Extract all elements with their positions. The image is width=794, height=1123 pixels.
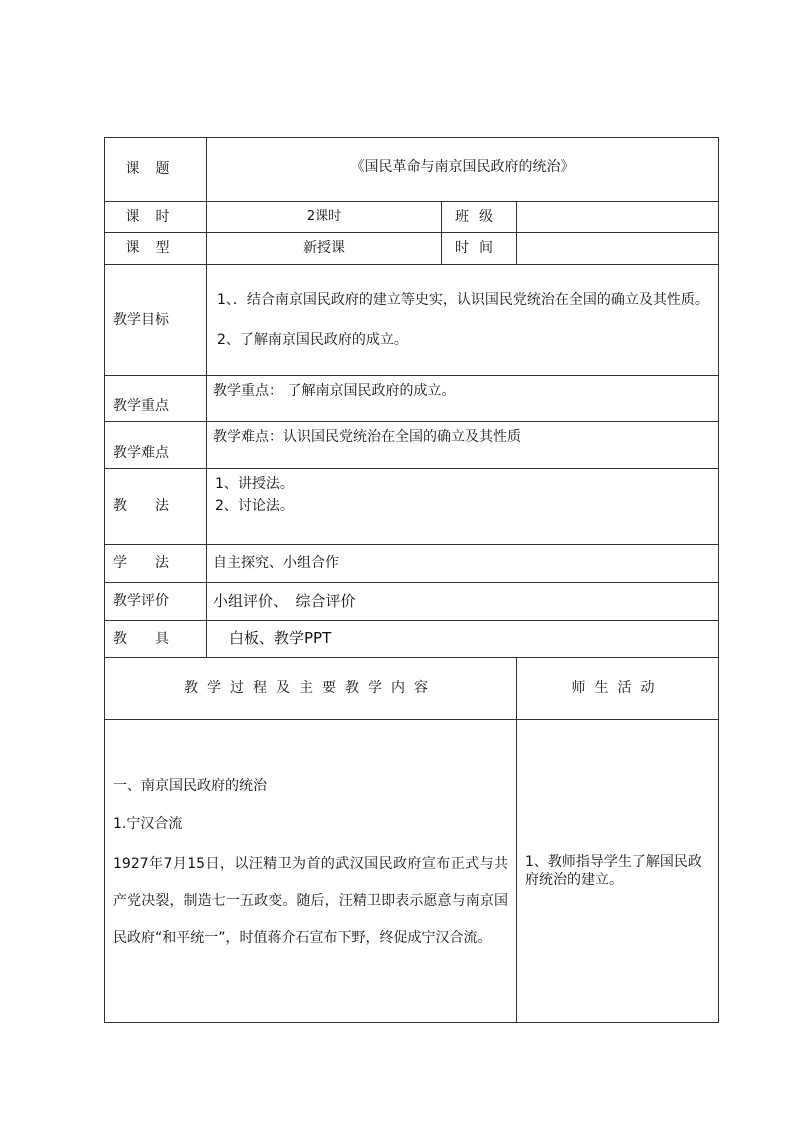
- row-goals: [105, 265, 719, 376]
- sub-title: 1.宁汉合流: [113, 816, 183, 832]
- teaching-method-label: 教法: [105, 469, 207, 545]
- process-header-right: 师生活动: [517, 658, 719, 720]
- key-point-text: 教学重点： 了解南京国民政府的成立。: [207, 376, 719, 422]
- key-point-label: 教学重点: [105, 376, 207, 422]
- row-process-header: [105, 658, 719, 720]
- time-value: [517, 233, 719, 265]
- evaluation-text: 小组评价、 综合评价: [207, 583, 719, 621]
- type-label: 课型: [105, 233, 207, 265]
- difficulty-label: 教学难点: [105, 422, 207, 469]
- teaching-method-list: [207, 469, 719, 545]
- process-content: [105, 720, 517, 1023]
- row-period: [105, 202, 719, 233]
- goals-label: 教学目标: [105, 265, 207, 376]
- goals-content: [207, 265, 719, 376]
- tools-label: 教具: [105, 621, 207, 658]
- teacher-student-activity: 1、教师指导学生了解国民政府统治的建立。: [517, 720, 719, 1023]
- row-type: [105, 233, 719, 265]
- row-difficulty: [105, 422, 719, 469]
- tools-text: 白板、教学PPT: [207, 621, 719, 658]
- topic-label: 课题: [105, 138, 207, 202]
- teaching-method-item: 2、讨论法。: [215, 498, 294, 514]
- row-topic: [105, 138, 719, 202]
- learning-method-label: 学法: [105, 545, 207, 583]
- class-value: [517, 202, 719, 233]
- class-label: 班级: [442, 202, 517, 233]
- goal-item: 1、．结合南京国民政府的建立等史实，认识国民党统治在全国的确立及其性质。: [217, 291, 709, 308]
- lesson-plan-table: [104, 137, 719, 1023]
- difficulty-text: 教学难点：认识国民党统治在全国的确立及其性质: [207, 422, 719, 469]
- row-tools: [105, 621, 719, 658]
- period-value: 2课时: [207, 202, 442, 233]
- period-label: 课时: [105, 202, 207, 233]
- goal-item: 2、了解南京国民政府的成立。: [217, 332, 408, 348]
- topic-value: 《国民革命与南京国民政府的统治》: [207, 138, 719, 202]
- row-learning-method: [105, 545, 719, 583]
- row-teaching-method: [105, 469, 719, 545]
- time-label: 时间: [442, 233, 517, 265]
- row-process-body: [105, 720, 719, 1023]
- row-key-point: [105, 376, 719, 422]
- evaluation-label: 教学评价: [105, 583, 207, 621]
- process-header-left: 教学过程及主要教学内容: [105, 658, 517, 720]
- process-paragraph: 1927年7月15日，以汪精卫为首的武汉国民政府宣布正式与共产党决裂，制造七一五政变。随后，汪精卫即表示愿意与南京国民政府“和平统一”，时值蒋介石宣布下野，终促成宁汉合流。: [113, 856, 508, 946]
- type-value: 新授课: [207, 233, 442, 265]
- section-title: 一、南京国民政府的统治: [113, 778, 267, 794]
- learning-method-text: 自主探究、小组合作: [207, 545, 719, 583]
- row-evaluation: [105, 583, 719, 621]
- teaching-method-item: 1、讲授法。: [215, 476, 294, 492]
